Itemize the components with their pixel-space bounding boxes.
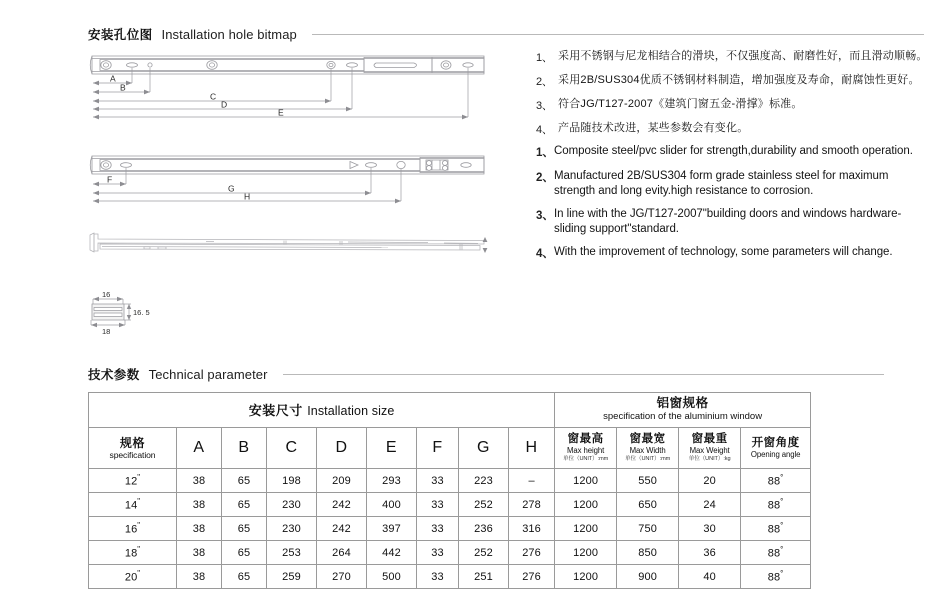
section-heading-technical-en: Technical parameter: [148, 366, 268, 382]
cell-g: 236: [459, 517, 509, 541]
table-row: [89, 517, 811, 541]
degree-mark: °: [780, 521, 784, 531]
cell-specification: 18": [89, 541, 177, 565]
dim-label-H: H: [244, 191, 251, 202]
table-row: [89, 541, 811, 565]
column-header-specification-en: specification: [109, 450, 156, 460]
cell-g: 223: [459, 469, 509, 493]
cell-e: 500: [367, 565, 417, 589]
feature-text: 产品随技术改进，某些参数会有变化。: [558, 122, 749, 134]
section-heading-hole-bitmap-en: Installation hole bitmap: [161, 26, 297, 42]
cell-max-weight: 40: [679, 565, 741, 589]
section-heading-hole-bitmap-cn: 安装孔位图: [88, 28, 153, 42]
cell-d: 242: [317, 517, 367, 541]
column-header-f-label: F: [432, 439, 443, 456]
cell-f: 33: [417, 565, 459, 589]
column-header-a-label: A: [193, 439, 205, 456]
cell-max-weight: 30: [679, 517, 741, 541]
cell-d: 264: [317, 541, 367, 565]
cell-c: 259: [267, 565, 317, 589]
column-header-max-height-cn: 窗最高: [567, 433, 604, 445]
degree-mark: °: [780, 473, 784, 483]
cell-c: 230: [267, 517, 317, 541]
drawing-side-profile-view: [88, 231, 488, 259]
cell-a: 38: [177, 541, 222, 565]
table-row: [89, 469, 811, 493]
column-header-max-weight: [679, 428, 741, 469]
dim-label-E: E: [278, 107, 284, 118]
feature-number: 2、: [536, 76, 553, 88]
column-header-g: [459, 428, 509, 469]
feature-number: 1、: [536, 147, 554, 159]
cell-d: 209: [317, 469, 367, 493]
group-header-installation-size: [89, 393, 555, 428]
degree-mark: °: [780, 569, 784, 579]
cell-f: 33: [417, 541, 459, 565]
drawing-3-svg: [88, 231, 488, 259]
feature-number: 3、: [536, 100, 553, 112]
feature-item-en: [536, 207, 928, 236]
column-header-a: [177, 428, 222, 469]
dim-label-top-width: 16: [102, 290, 111, 299]
table-body: [89, 469, 811, 589]
feature-item-cn: [536, 121, 928, 137]
column-header-max-weight-en: Max Weight: [689, 446, 730, 455]
cell-max-weight: 24: [679, 493, 741, 517]
column-header-max-width: [617, 428, 679, 469]
feature-list-english: [536, 144, 928, 270]
column-header-e: [367, 428, 417, 469]
cell-opening-angle: 88°: [741, 493, 811, 517]
cell-max-width: 850: [617, 541, 679, 565]
specification-unit-mark: ": [137, 497, 141, 507]
column-header-max-width-unit: 单位（UNIT）:mm: [625, 456, 671, 462]
cell-b: 65: [222, 541, 267, 565]
cell-specification: 12": [89, 469, 177, 493]
feature-text: Manufactured 2B/SUS304 form grade stainless steel for maximum strength and long evity.high resistance to corrosion.: [554, 170, 889, 197]
drawing-installation-hole-view-1: [88, 52, 488, 120]
cell-max-weight: 36: [679, 541, 741, 565]
cell-f: 33: [417, 493, 459, 517]
cell-a: 38: [177, 469, 222, 493]
column-header-h: [509, 428, 555, 469]
cell-max-width: 550: [617, 469, 679, 493]
specification-unit-mark: ": [137, 545, 141, 555]
drawing-installation-hole-view-2: [88, 152, 488, 206]
feature-text: 采用不锈钢与尼龙相结合的滑块，不仅强度高、耐磨性好，而且滑动顺畅。: [558, 50, 928, 62]
cell-opening-angle: 88°: [741, 469, 811, 493]
cell-specification: 14": [89, 493, 177, 517]
cell-c: 253: [267, 541, 317, 565]
cell-max-height: 1200: [555, 469, 617, 493]
table-row: [89, 493, 811, 517]
degree-mark: °: [780, 545, 784, 555]
dim-label-B: B: [120, 82, 126, 93]
group-header-aluminium-window-cn: 铝窗规格: [656, 396, 709, 410]
feature-text: Composite steel/pvc slider for strength,durability and smooth operation.: [554, 145, 913, 157]
feature-item-en: [536, 169, 928, 198]
cell-max-weight: 20: [679, 469, 741, 493]
cell-d: 242: [317, 493, 367, 517]
column-header-max-weight-unit: 单位（UNIT）:kg: [688, 456, 731, 462]
column-header-max-height-unit: 单位（UNIT）:mm: [563, 456, 609, 462]
cell-h: 276: [509, 541, 555, 565]
table-column-header-row: [89, 428, 811, 469]
cell-a: 38: [177, 493, 222, 517]
feature-text: 符合JG/T127-2007《建筑门窗五金-滑撑》标准。: [558, 98, 803, 110]
cell-max-height: 1200: [555, 493, 617, 517]
column-header-max-weight-cn: 窗最重: [691, 433, 728, 445]
cell-e: 442: [367, 541, 417, 565]
column-header-max-width-en: Max Width: [629, 446, 666, 455]
dim-label-A: A: [110, 73, 116, 84]
feature-item-en: [536, 144, 928, 160]
feature-number: 4、: [536, 124, 553, 136]
feature-text: With the improvement of technology, some parameters will change.: [554, 246, 893, 258]
feature-item-cn: [536, 73, 928, 89]
column-header-opening-angle: [741, 428, 811, 469]
feature-number: 2、: [536, 172, 554, 184]
dim-label-F: F: [107, 174, 113, 185]
cell-opening-angle: 88°: [741, 565, 811, 589]
technical-parameter-table: [88, 392, 811, 589]
section-heading-hole-bitmap: [88, 25, 924, 43]
cell-specification: 16": [89, 517, 177, 541]
feature-text: 采用2B/SUS304优质不锈钢材料制造，增加强度及寿命，耐腐蚀性更好。: [558, 74, 920, 86]
cell-e: 293: [367, 469, 417, 493]
feature-item-cn: [536, 97, 928, 113]
cell-specification: 20": [89, 565, 177, 589]
cell-h: 276: [509, 565, 555, 589]
cell-e: 397: [367, 517, 417, 541]
cell-max-height: 1200: [555, 565, 617, 589]
cell-h: –: [509, 469, 555, 493]
dim-label-D: D: [221, 99, 228, 110]
section-heading-technical-parameter: [88, 365, 884, 383]
cell-b: 65: [222, 469, 267, 493]
cell-opening-angle: 88°: [741, 541, 811, 565]
cell-b: 65: [222, 517, 267, 541]
cell-c: 198: [267, 469, 317, 493]
cell-max-height: 1200: [555, 541, 617, 565]
drawing-1-svg: [88, 52, 488, 120]
cell-h: 278: [509, 493, 555, 517]
column-header-specification-cn: 规格: [119, 436, 146, 450]
column-header-g-label: G: [477, 439, 490, 456]
cell-b: 65: [222, 493, 267, 517]
cell-d: 270: [317, 565, 367, 589]
column-header-d-label: D: [335, 439, 348, 456]
column-header-b-label: B: [238, 439, 250, 456]
dim-label-height: 16. 5: [133, 308, 150, 317]
feature-list-chinese: [536, 49, 928, 145]
cell-a: 38: [177, 565, 222, 589]
table-row: [89, 565, 811, 589]
cell-opening-angle: 88°: [741, 517, 811, 541]
cell-max-width: 650: [617, 493, 679, 517]
column-header-max-width-cn: 窗最宽: [629, 433, 666, 445]
feature-text: In line with the JG/T127-2007"building doors and windows hardware-sliding support"standard.: [554, 208, 902, 235]
dim-label-G: G: [228, 183, 235, 194]
cell-c: 230: [267, 493, 317, 517]
section-heading-rule: [283, 374, 884, 375]
table-group-header-row: [89, 393, 811, 428]
section-heading-rule: [312, 34, 924, 35]
cell-h: 316: [509, 517, 555, 541]
feature-number: 3、: [536, 210, 554, 222]
technical-parameter-table-wrap: [88, 392, 810, 589]
cell-b: 65: [222, 565, 267, 589]
dim-label-bottom-width: 18: [102, 327, 111, 336]
cell-e: 400: [367, 493, 417, 517]
column-header-c: [267, 428, 317, 469]
group-header-aluminium-window: [555, 393, 811, 428]
cell-f: 33: [417, 517, 459, 541]
dim-label-C: C: [210, 91, 217, 102]
drawing-2-svg: [88, 152, 488, 206]
section-heading-technical-cn: 技术参数: [88, 368, 140, 382]
column-header-h-label: H: [525, 439, 538, 456]
column-header-b: [222, 428, 267, 469]
cell-g: 251: [459, 565, 509, 589]
specification-unit-mark: ": [137, 569, 141, 579]
feature-number: 1、: [536, 52, 553, 64]
column-header-e-label: E: [385, 439, 398, 456]
cell-max-height: 1200: [555, 517, 617, 541]
cell-a: 38: [177, 517, 222, 541]
feature-item-cn: [536, 49, 928, 65]
drawing-cross-section: [84, 286, 214, 338]
cell-f: 33: [417, 469, 459, 493]
feature-item-en: [536, 245, 928, 261]
column-header-c-label: C: [285, 439, 298, 456]
column-header-max-height-en: Max height: [567, 446, 605, 455]
cell-g: 252: [459, 541, 509, 565]
column-header-f: [417, 428, 459, 469]
column-header-d: [317, 428, 367, 469]
cell-max-width: 750: [617, 517, 679, 541]
degree-mark: °: [780, 497, 784, 507]
drawing-4-svg: [84, 286, 214, 338]
column-header-specification: [89, 428, 177, 469]
group-header-installation-size-en: Installation size: [307, 404, 395, 418]
cell-g: 252: [459, 493, 509, 517]
group-header-installation-size-cn: 安装尺寸: [248, 403, 303, 418]
cell-max-width: 900: [617, 565, 679, 589]
group-header-aluminium-window-en: specification of the aluminium window: [603, 411, 763, 422]
specification-unit-mark: ": [137, 521, 141, 531]
specification-unit-mark: ": [137, 473, 141, 483]
feature-number: 4、: [536, 248, 554, 260]
column-header-max-height: [555, 428, 617, 469]
column-header-opening-angle-cn: 开窗角度: [751, 437, 800, 449]
column-header-opening-angle-en: Opening angle: [750, 450, 801, 459]
